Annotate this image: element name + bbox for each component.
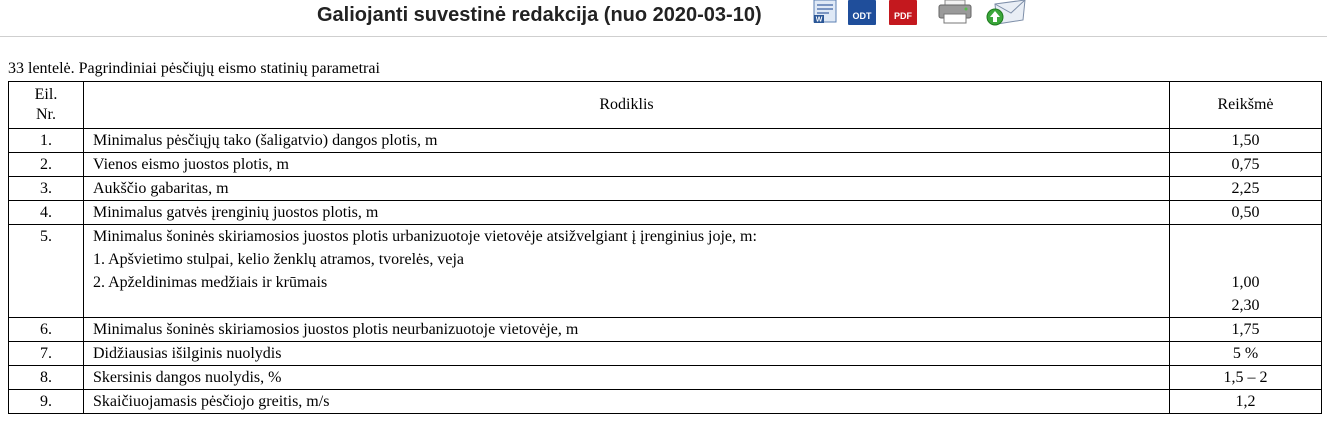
row-number: 8. xyxy=(9,366,84,390)
row-value: 0,50 xyxy=(1170,201,1322,225)
table-row xyxy=(9,342,1322,366)
odt-icon-label: ODT xyxy=(852,11,872,21)
row-value: 1,00 xyxy=(1231,274,1260,291)
row-label: Minimalus šoninės skiriamosios juostos plotis neurbanizuotoje vietovėje, m xyxy=(84,318,1170,342)
row-label: Vienos eismo juostos plotis, m xyxy=(84,153,1170,177)
table-header-row xyxy=(9,82,1322,129)
row-number: 9. xyxy=(9,390,84,414)
row-number: 4. xyxy=(9,201,84,225)
table-row xyxy=(9,318,1322,342)
row-sub-item: 2. Apželdinimas medžiais ir krūmais xyxy=(93,274,328,291)
parameters-table xyxy=(8,81,1322,414)
row-label: Didžiausias išilginis nuolydis xyxy=(84,342,1170,366)
row-number: 7. xyxy=(9,342,84,366)
row-number: 1. xyxy=(9,129,84,153)
email-icon[interactable] xyxy=(985,0,1027,28)
row-value: 1,2 xyxy=(1170,390,1322,414)
row-values-multiline xyxy=(1170,225,1322,318)
table-row xyxy=(9,201,1322,225)
table-row xyxy=(9,225,1322,318)
row-label: Minimalus gatvės įrenginių juostos plotis, m xyxy=(84,201,1170,225)
row-value: 1,75 xyxy=(1170,318,1322,342)
row-label: Minimalus pėsčiųjų tako (šaligatvio) dangos plotis, m xyxy=(84,129,1170,153)
word-doc-icon[interactable] xyxy=(811,0,839,24)
row-label: Minimalus šoninės skiriamosios juostos plotis urbanizuotoje vietovėje atsižvelgiant į įrenginius joje, m: xyxy=(93,228,757,245)
table-caption: 33 lentelė. Pagrindiniai pėsčiųjų eismo statinių parametrai xyxy=(8,60,380,77)
pdf-icon[interactable] xyxy=(888,0,918,26)
row-label: Skaičiuojamasis pėsčiojo greitis, m/s xyxy=(84,390,1170,414)
header-number-line2: Nr. xyxy=(36,106,56,123)
row-number: 5. xyxy=(9,225,84,318)
row-label: Aukščio gabaritas, m xyxy=(84,177,1170,201)
table-row xyxy=(9,366,1322,390)
table-row xyxy=(9,390,1322,414)
row-value: 5 % xyxy=(1170,342,1322,366)
table-row xyxy=(9,129,1322,153)
row-number: 2. xyxy=(9,153,84,177)
row-label: Skersinis dangos nuolydis, % xyxy=(84,366,1170,390)
row-value: 2,25 xyxy=(1170,177,1322,201)
header-indicator: Rodiklis xyxy=(84,82,1170,129)
row-number: 3. xyxy=(9,177,84,201)
header-value: Reikšmė xyxy=(1170,82,1322,129)
row-value: 2,30 xyxy=(1231,297,1260,314)
odt-icon[interactable] xyxy=(847,0,877,26)
print-icon[interactable] xyxy=(937,0,973,24)
header-number-line1: Eil. xyxy=(34,86,58,103)
row-label-multiline xyxy=(84,225,1170,318)
table-row xyxy=(9,153,1322,177)
page-title: Galiojanti suvestinė redakcija (nuo 2020-03-10) xyxy=(317,4,762,26)
row-sub-item: 1. Apšvietimo stulpai, kelio ženklų atramos, tvorelės, veja xyxy=(93,251,465,268)
row-number: 6. xyxy=(9,318,84,342)
document-header xyxy=(0,0,1327,37)
row-value: 1,50 xyxy=(1170,129,1322,153)
row-value: 0,75 xyxy=(1170,153,1322,177)
table-row xyxy=(9,177,1322,201)
header-number xyxy=(9,82,84,129)
svg-text:W: W xyxy=(815,16,823,24)
row-value: 1,5 – 2 xyxy=(1170,366,1322,390)
pdf-icon-label: PDF xyxy=(894,11,912,21)
